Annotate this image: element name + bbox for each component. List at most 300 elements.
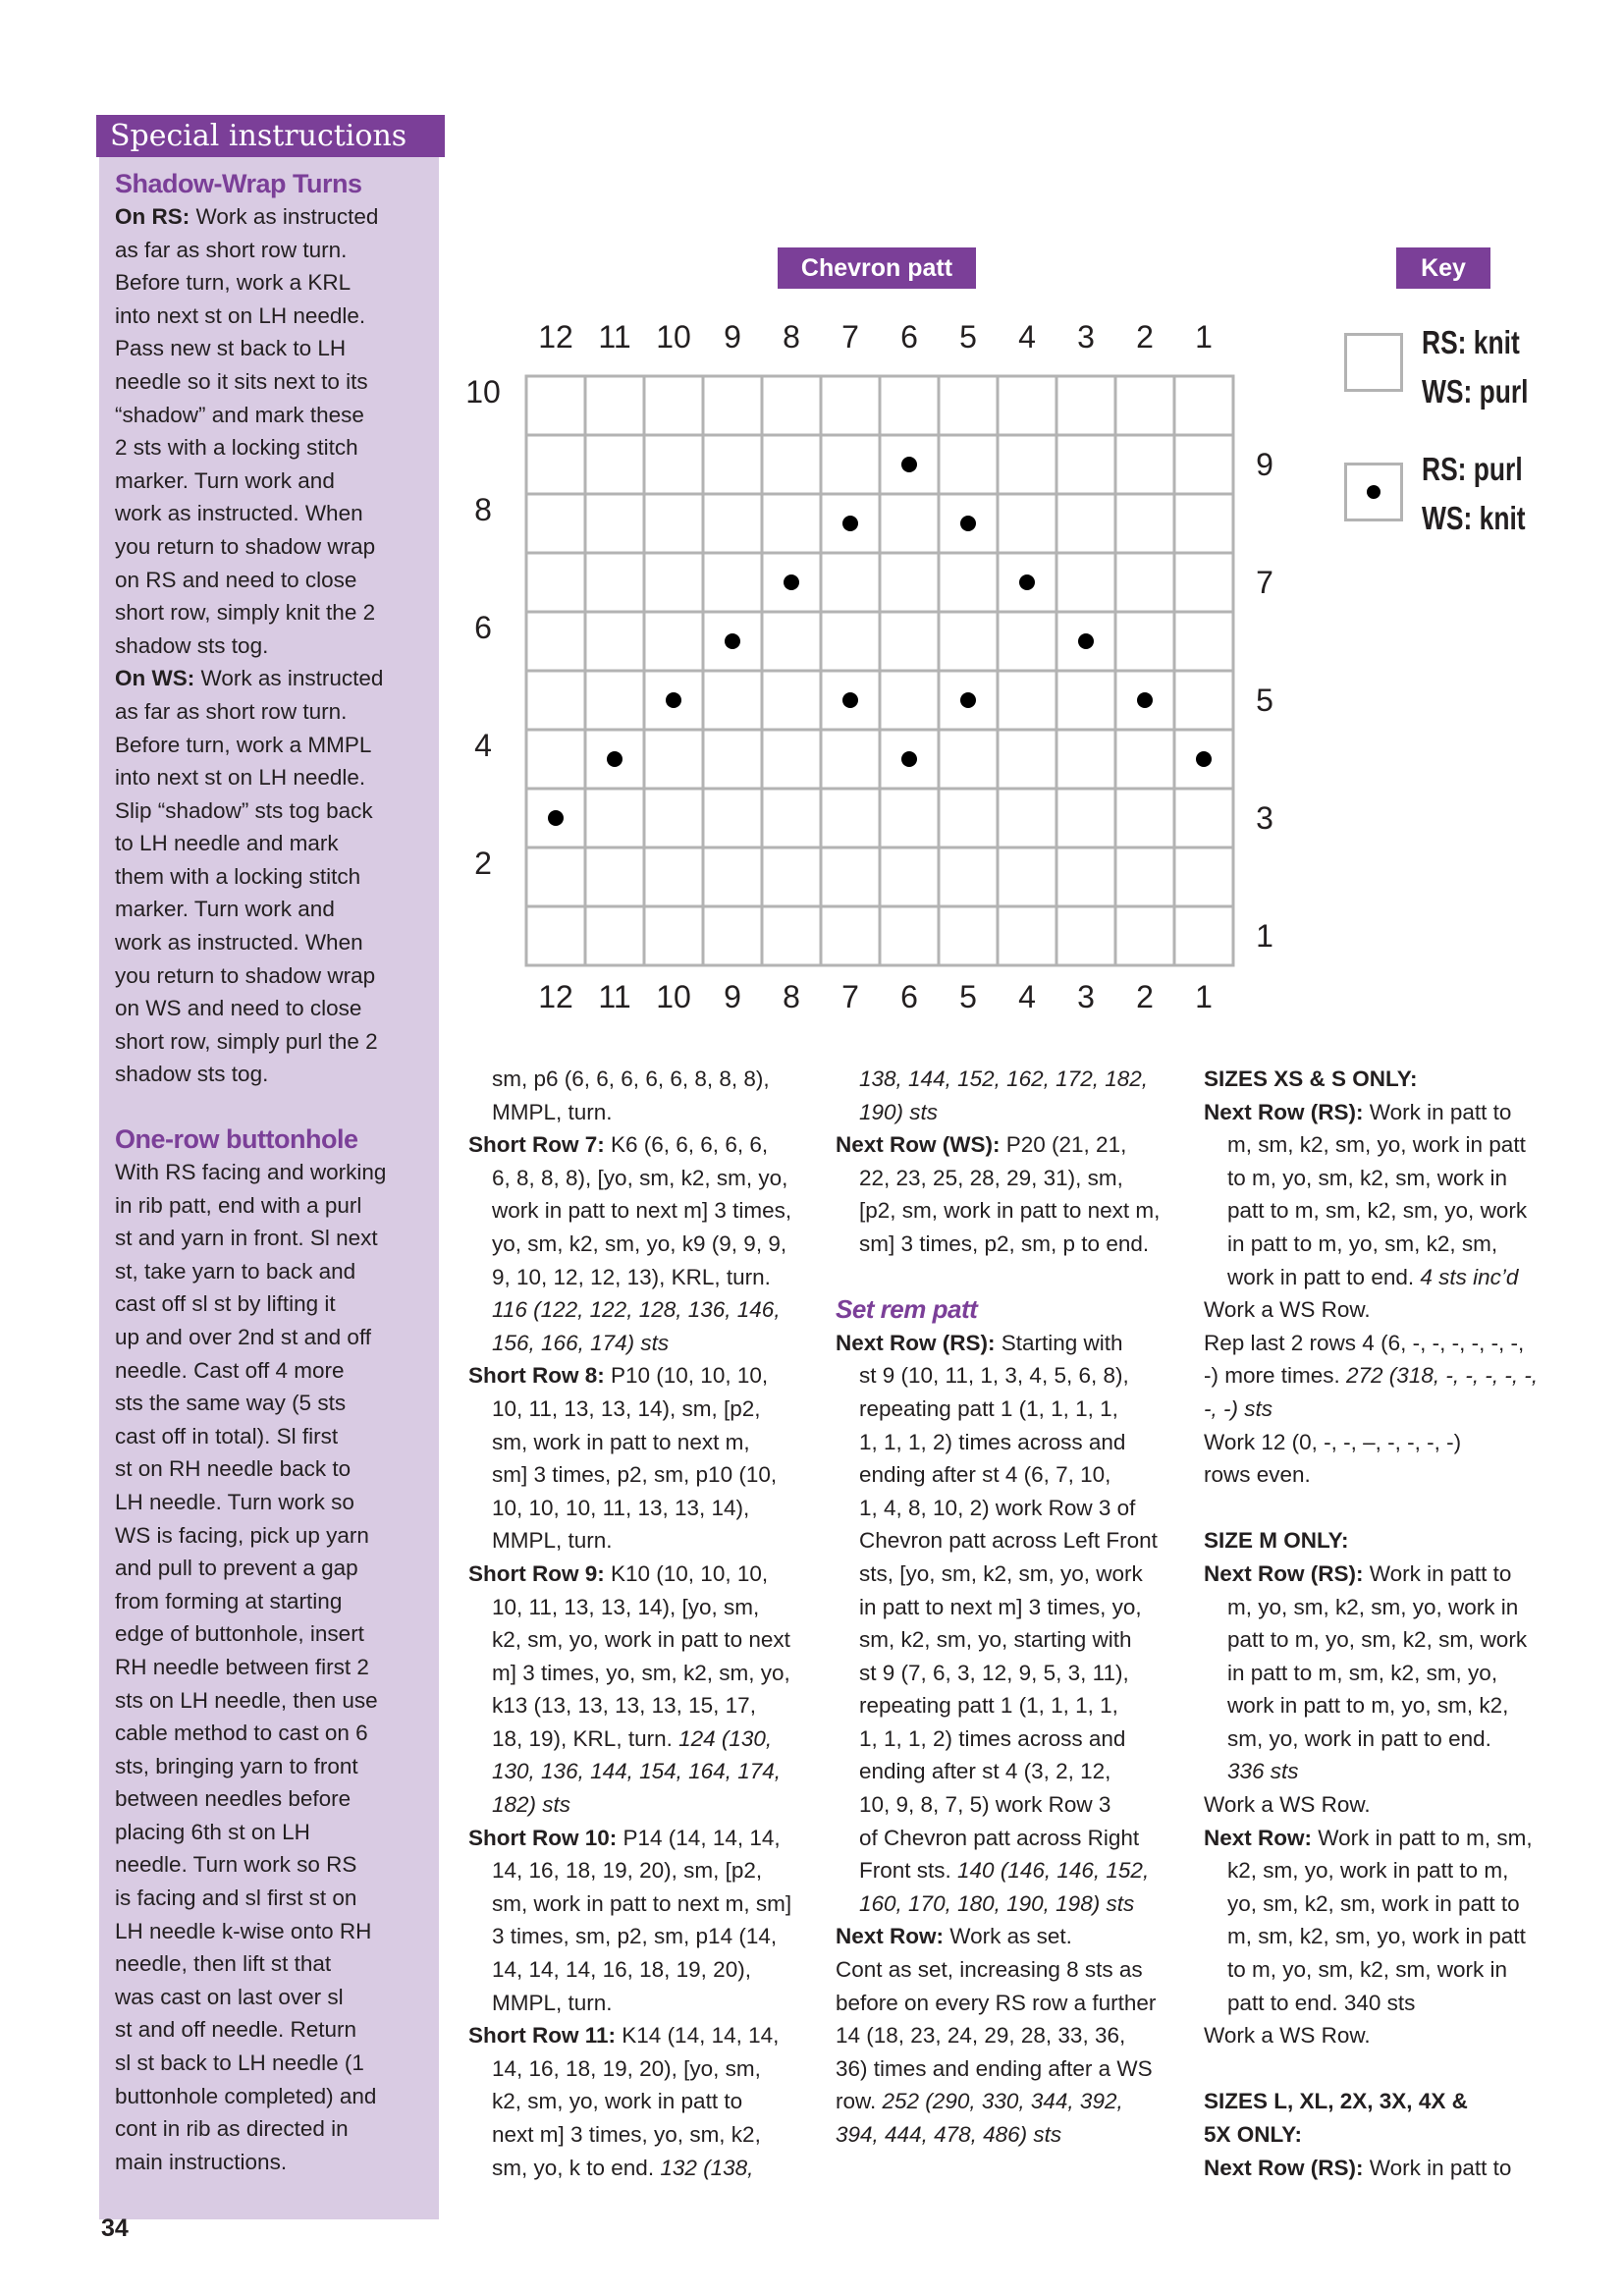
chart-cell (526, 494, 585, 553)
instruction-line (836, 1987, 1189, 2020)
shadow-wrap-text-run: as far as short row turn. (115, 237, 348, 262)
chart-bottom-stitch-number: 11 (598, 979, 631, 1014)
instruction-line (468, 1920, 822, 1953)
instruction-text: 10, 9, 8, 7, 5) work Row 3 (859, 1792, 1111, 1818)
chart-cell (1174, 494, 1233, 553)
instruction-text: Work 12 (0, -, -, –, -, -, -, -) (1204, 1429, 1462, 1454)
chart-cell (821, 789, 880, 847)
chart-bottom-stitch-number: 9 (724, 979, 741, 1014)
instruction-text: 1, 4, 8, 10, 2) work Row 3 of (859, 1495, 1136, 1520)
buttonhole-line: buttonhole completed) and (115, 2083, 377, 2108)
chart-right-row-number: 7 (1256, 565, 1273, 600)
chart-cell (703, 730, 762, 789)
buttonhole-line: sts, bringing yarn to front (115, 1753, 358, 1778)
instruction-line (468, 1657, 822, 1690)
instruction-line (1204, 1887, 1577, 1921)
chart-cell (880, 376, 939, 435)
instruction-line (468, 1854, 822, 1887)
stitch-count: 156, 166, 174) sts (492, 1330, 670, 1355)
instruction-text: 18, 19), KRL, turn. (492, 1725, 673, 1751)
instruction-text: 14 (18, 23, 24, 29, 28, 33, 36, (836, 2023, 1126, 2049)
chart-cell (762, 789, 821, 847)
instruction-text: m, yo, sm, k2, sm, yo, work in (1227, 1594, 1519, 1619)
chart-cell (1115, 494, 1174, 553)
chart-left-row-number: 10 (465, 374, 501, 410)
chart-cell (939, 376, 998, 435)
instruction-label: Short Row 8: (468, 1363, 605, 1389)
instruction-line (836, 1755, 1189, 1788)
purl-stitch-dot (960, 692, 976, 708)
shadow-wrap-label: On RS: (115, 204, 190, 229)
purl-stitch-dot (901, 457, 917, 472)
instruction-line (468, 1987, 822, 2020)
instruction-line (836, 1788, 1189, 1822)
knit-key-swatch (1344, 333, 1403, 392)
chart-cell (1174, 789, 1233, 847)
chart-cell (1115, 553, 1174, 612)
chart-cell (644, 612, 703, 671)
chart-cell (1174, 376, 1233, 435)
buttonhole-line: LH needle k-wise onto RH (115, 1918, 372, 1943)
chart-cell (939, 847, 998, 906)
chart-cell (880, 789, 939, 847)
instruction-text: Work in patt to (1363, 1560, 1512, 1586)
chart-cell (703, 494, 762, 553)
instruction-label: Short Row 10: (468, 1825, 618, 1850)
instruction-text: 14, 16, 18, 19, 20), [yo, sm, (492, 2055, 761, 2081)
instruction-text: 6, 8, 8, 8), [yo, sm, k2, sm, yo, (492, 1165, 788, 1190)
purl-stitch-dot (784, 574, 799, 590)
instruction-line (1204, 1689, 1577, 1722)
shadow-wrap-text-run: on RS and need to close (115, 567, 357, 592)
chart-top-stitch-number: 9 (724, 319, 741, 355)
stitch-count: 336 sts (1227, 1759, 1299, 1784)
chart-bottom-stitch-number: 5 (959, 979, 977, 1014)
chart-cell (939, 553, 998, 612)
chart-cell (762, 494, 821, 553)
chart-cell (880, 612, 939, 671)
shadow-wrap-text-run: shadow sts tog. (115, 1062, 269, 1087)
chart-cell (998, 789, 1056, 847)
instruction-line (468, 1426, 822, 1459)
chart-cell (644, 494, 703, 553)
instruction-line (1204, 1920, 1577, 1953)
instruction-text: 10, 11, 13, 13, 14), [yo, sm, (492, 1594, 760, 1619)
chart-cell (939, 906, 998, 965)
chart-cell (998, 730, 1056, 789)
chart-bottom-stitch-number: 10 (656, 979, 691, 1014)
instruction-label: 5X ONLY: (1204, 2122, 1303, 2147)
instruction-text: Starting with (995, 1330, 1123, 1355)
chart-left-row-number: 8 (474, 492, 492, 527)
instruction-line (1204, 1822, 1577, 1855)
instruction-line (1204, 1591, 1577, 1624)
instruction-line (836, 1458, 1189, 1492)
key-title: Key (1396, 247, 1490, 289)
key-knit-ws: WS: purl (1422, 373, 1529, 410)
instruction-line (468, 1293, 822, 1327)
instruction-text: K14 (14, 14, 14, (616, 2023, 780, 2049)
chart-cell (526, 612, 585, 671)
chart-cell (644, 435, 703, 494)
shadow-wrap-text-run: into next st on LH needle. (115, 765, 366, 791)
instruction-line (836, 2085, 1189, 2118)
buttonhole-line: is facing and sl first st on (115, 1886, 357, 1911)
purl-stitch-dot (842, 692, 858, 708)
shadow-wrap-text-run: 2 sts with a locking stitch (115, 435, 358, 461)
buttonhole-line: st and yarn in front. Sl next (115, 1226, 378, 1251)
chart-cell (644, 553, 703, 612)
chart-cell (1174, 906, 1233, 965)
instruction-line (1204, 1492, 1577, 1525)
chart-bottom-stitch-number: 6 (900, 979, 918, 1014)
instruction-text: sm, work in patt to next m, (492, 1429, 750, 1454)
chart-cell (585, 671, 644, 730)
instruction-line (1204, 2019, 1577, 2052)
stitch-count: 132 (138, (654, 2155, 754, 2180)
instruction-text: 10, 11, 13, 13, 14), sm, [p2, (492, 1395, 761, 1421)
chart-bottom-stitch-number: 3 (1077, 979, 1095, 1014)
buttonhole-title: One-row buttonhole (115, 1124, 358, 1154)
chart-cell (703, 847, 762, 906)
purl-stitch-dot (1019, 574, 1035, 590)
shadow-wrap-text-run: work as instructed. When (115, 501, 363, 526)
purl-stitch-dot (607, 751, 623, 767)
instruction-text: Work in patt to m, sm, (1312, 1825, 1533, 1850)
shadow-wrap-text-run: short row, simply knit the 2 (115, 600, 376, 626)
chart-cell (703, 435, 762, 494)
instruction-text: ending after st 4 (3, 2, 12, (859, 1759, 1111, 1784)
instruction-line (1204, 1458, 1577, 1492)
buttonhole-line: cast off sl st by lifting it (115, 1291, 336, 1317)
special-instructions-header: Special instructions (96, 115, 445, 157)
buttonhole-line: main instructions. (115, 2149, 288, 2174)
chart-cell (1115, 612, 1174, 671)
buttonhole-line: cast off in total). Sl first (115, 1423, 339, 1449)
buttonhole-line: st on RH needle back to (115, 1456, 352, 1482)
chart-cell (821, 435, 880, 494)
instruction-line (1204, 1657, 1577, 1690)
stitch-count: 252 (290, 330, 344, 392, (876, 2089, 1123, 2114)
instruction-line (836, 1128, 1189, 1162)
key-purl-rs: RS: purl (1422, 451, 1523, 487)
chart-cell (703, 376, 762, 435)
instruction-line (1204, 2085, 1577, 2118)
buttonhole-line: LH needle. Turn work so (115, 1489, 354, 1514)
instruction-line (836, 2019, 1189, 2052)
chart-cell (703, 906, 762, 965)
instruction-text: patt to end. 340 sts (1227, 1990, 1416, 2015)
instruction-line (836, 1689, 1189, 1722)
chart-top-stitch-number: 7 (841, 319, 859, 355)
chart-bottom-stitch-number: 12 (538, 979, 573, 1014)
instruction-line (468, 1722, 822, 1756)
instruction-text: of Chevron patt across Right (859, 1825, 1140, 1850)
stitch-count: 140 (146, 146, 152, (950, 1858, 1150, 1884)
instruction-line (468, 2118, 822, 2152)
instruction-line (1204, 1623, 1577, 1657)
instruction-text: Work a WS Row. (1204, 1297, 1371, 1323)
chart-cell (585, 376, 644, 435)
buttonhole-line: in rib patt, end with a purl (115, 1192, 362, 1218)
buttonhole-line: placing 6th st on LH (115, 1819, 310, 1844)
chart-cell (821, 612, 880, 671)
buttonhole-line: edge of buttonhole, insert (115, 1621, 364, 1647)
chart-top-stitch-number: 4 (1018, 319, 1036, 355)
instruction-text: m, sm, k2, sm, yo, work in patt (1227, 1924, 1526, 1949)
instruction-text: rows even. (1204, 1462, 1311, 1488)
buttonhole-line: from forming at starting (115, 1588, 343, 1613)
chart-cell (939, 789, 998, 847)
chart-title: Chevron patt (778, 247, 976, 289)
instruction-text: sm, yo, k to end. (492, 2155, 655, 2180)
chart-cell (703, 671, 762, 730)
instruction-text: 10, 10, 10, 11, 13, 13, 14), (492, 1495, 750, 1520)
stitch-count: 124 (130, (672, 1725, 773, 1751)
chart-cell (998, 376, 1056, 435)
chart-top-stitch-number: 10 (656, 319, 691, 355)
instruction-line (836, 2052, 1189, 2086)
purl-stitch-dot (1137, 692, 1153, 708)
shadow-wrap-text-run: Work as instructed (194, 666, 384, 691)
chart-cell (1056, 553, 1115, 612)
chart-cell (762, 612, 821, 671)
instruction-text: K10 (10, 10, 10, (604, 1560, 769, 1586)
instruction-line (836, 1162, 1189, 1195)
instruction-line (468, 1591, 822, 1624)
chart-cell (585, 789, 644, 847)
chart-right-row-number: 1 (1256, 918, 1273, 954)
chart-top-stitch-number: 8 (783, 319, 800, 355)
stitch-count: 138, 144, 152, 162, 172, 182, (859, 1066, 1149, 1091)
purl-stitch-dot (1196, 751, 1212, 767)
chart-cell (762, 435, 821, 494)
chart-left-row-number: 6 (474, 610, 492, 645)
instruction-text: 36) times and ending after a WS (836, 2055, 1153, 2081)
buttonhole-line: and pull to prevent a gap (115, 1556, 358, 1581)
instruction-line (836, 1591, 1189, 1624)
instruction-label: SIZE M ONLY: (1204, 1528, 1349, 1554)
chart-cell (1174, 671, 1233, 730)
instruction-text: before on every RS row a further (836, 1990, 1157, 2015)
instruction-text: MMPL, turn. (492, 1099, 613, 1124)
buttonhole-line: With RS facing and working (115, 1160, 387, 1184)
chart-cell (1174, 435, 1233, 494)
instruction-text: P20 (21, 21, (1000, 1132, 1127, 1158)
instruction-line (468, 1458, 822, 1492)
instruction-line (468, 1558, 822, 1591)
shadow-wrap-text-run: marker. Turn work and (115, 897, 335, 922)
instruction-line (468, 1623, 822, 1657)
buttonhole-line: needle. Cast off 4 more (115, 1357, 345, 1383)
instruction-line (1204, 1558, 1577, 1591)
chart-cell (1115, 730, 1174, 789)
chart-cell (1174, 612, 1233, 671)
instruction-text: next m] 3 times, yo, sm, k2, (492, 2122, 761, 2147)
instruction-text: k2, sm, yo, work in patt to (492, 2089, 743, 2114)
purl-stitch-dot (666, 692, 681, 708)
chart-cell (1174, 553, 1233, 612)
chart-top-stitch-number: 11 (598, 319, 631, 355)
purl-stitch-dot (548, 810, 564, 826)
chart-cell (821, 847, 880, 906)
instruction-text: ending after st 4 (6, 7, 10, (859, 1462, 1111, 1488)
chart-cell (526, 730, 585, 789)
instruction-line (1204, 2152, 1577, 2185)
instruction-line (1204, 1953, 1577, 1987)
shadow-wrap-text-run: “shadow” and mark these (115, 402, 364, 427)
chart-cell (821, 906, 880, 965)
chart-cell (880, 847, 939, 906)
instruction-text: 22, 23, 25, 28, 29, 31), sm, (859, 1165, 1123, 1190)
instruction-line (836, 1359, 1189, 1393)
buttonhole-line: st, take yarn to back and (115, 1258, 356, 1284)
instruction-line (836, 1558, 1189, 1591)
stitch-count: 116 (122, 122, 128, 136, 146, (492, 1297, 781, 1323)
instruction-text: to m, yo, sm, k2, sm, work in (1227, 1957, 1508, 1983)
chart-cell (1115, 847, 1174, 906)
chart-bottom-stitch-number: 2 (1136, 979, 1154, 1014)
chart-cell (821, 553, 880, 612)
instruction-text: Work as set. (944, 1924, 1072, 1949)
instruction-text: 1, 1, 1, 2) times across and (859, 1429, 1126, 1454)
instruction-label: Next Row (RS): (836, 1330, 996, 1355)
chart-cell (644, 906, 703, 965)
instruction-text: in patt to next m] 3 times, yo, (859, 1594, 1142, 1619)
instruction-line (468, 2085, 822, 2118)
buttonhole-line: needle, then lift st that (115, 1951, 332, 1977)
instruction-line (468, 1194, 822, 1228)
instruction-line (836, 1063, 1189, 1096)
instruction-label: Next Row: (1204, 1825, 1313, 1850)
buttonhole-line: cont in rib as directed in (115, 2116, 349, 2142)
chart-cell (880, 906, 939, 965)
instruction-text: Rep last 2 rows 4 (6, -, -, -, -, -, -, (1204, 1330, 1525, 1355)
instruction-text: k2, sm, yo, work in patt to m, (1227, 1858, 1509, 1884)
instruction-line (468, 1755, 822, 1788)
shadow-wrap-text-run: work as instructed. When (115, 930, 363, 956)
chart-grid (0, 0, 1624, 1080)
instruction-line (468, 1492, 822, 1525)
stitch-count: 4 sts inc’d (1414, 1264, 1519, 1289)
shadow-wrap-text-run: Slip “shadow” sts tog back (115, 797, 373, 823)
shadow-wrap-text-run: Work as instructed (189, 204, 379, 229)
instruction-label: Next Row: (836, 1924, 945, 1949)
shadow-wrap-text-run: you return to shadow wrap (115, 533, 376, 559)
instruction-text: P14 (14, 14, 14, (617, 1825, 781, 1850)
instruction-line (1204, 1327, 1577, 1360)
instruction-line (1204, 1524, 1577, 1558)
chart-cell (526, 435, 585, 494)
instruction-text: sm] 3 times, p2, sm, p10 (10, (492, 1462, 778, 1488)
shadow-wrap-text-run: Before turn, work a KRL (115, 270, 352, 296)
instruction-line (468, 1689, 822, 1722)
instruction-line (1204, 1096, 1577, 1129)
instruction-line (1204, 1293, 1577, 1327)
instruction-line (468, 1359, 822, 1393)
chart-cell (762, 671, 821, 730)
instruction-line (836, 1920, 1189, 1953)
instruction-label: Next Row (RS): (1204, 1560, 1364, 1586)
chart-cell (821, 376, 880, 435)
instruction-text: k2, sm, yo, work in patt to next (492, 1627, 790, 1653)
chart-cell (585, 906, 644, 965)
buttonhole-text (115, 1156, 429, 2178)
instruction-text: in patt to m, yo, sm, k2, sm, (1227, 1230, 1498, 1256)
instruction-text: P10 (10, 10, 10, (604, 1363, 769, 1389)
instructions-column-2 (836, 1063, 1189, 2152)
chart-cell (526, 671, 585, 730)
instruction-line (836, 1261, 1189, 1294)
buttonhole-line: needle. Turn work so RS (115, 1852, 357, 1878)
shadow-wrap-text-run: to LH needle and mark (115, 831, 339, 856)
instruction-line (836, 1194, 1189, 1228)
instruction-line (1204, 1987, 1577, 2020)
instruction-text: st 9 (10, 11, 1, 3, 4, 5, 6, 8), (859, 1363, 1129, 1389)
shadow-wrap-text-run: them with a locking stitch (115, 863, 361, 889)
instruction-line (468, 1524, 822, 1558)
instruction-label: Short Row 9: (468, 1560, 605, 1586)
instruction-label: Next Row (RS): (1204, 2155, 1364, 2180)
instruction-line (1204, 1359, 1577, 1393)
instruction-text: sm, p6 (6, 6, 6, 6, 6, 8, 8, 8), (492, 1066, 770, 1091)
instruction-line (836, 1822, 1189, 1855)
instruction-text: m, sm, k2, sm, yo, work in patt (1227, 1132, 1526, 1158)
instruction-text: Front sts. (859, 1858, 951, 1884)
instruction-line (836, 1524, 1189, 1558)
instruction-text: K6 (6, 6, 6, 6, 6, (604, 1132, 769, 1158)
instruction-line (836, 1854, 1189, 1887)
chart-cell (998, 671, 1056, 730)
shadow-wrap-text-run: you return to shadow wrap (115, 962, 376, 988)
chart-cell (821, 730, 880, 789)
buttonhole-line: st and off needle. Return (115, 2017, 357, 2043)
stitch-count: 160, 170, 180, 190, 198) sts (859, 1890, 1135, 1916)
instruction-text: work in patt to end. (1227, 1264, 1415, 1289)
instruction-line (468, 2019, 822, 2052)
shadow-wrap-text-run: needle so it sits next to its (115, 368, 368, 394)
chart-cell (998, 435, 1056, 494)
buttonhole-line: WS is facing, pick up yarn (115, 1522, 369, 1548)
instruction-text: sm, work in patt to next m, sm] (492, 1890, 792, 1916)
shadow-wrap-text-run: into next st on LH needle. (115, 302, 366, 328)
instruction-line (468, 1162, 822, 1195)
buttonhole-line: sts on LH needle, then use (115, 1687, 378, 1713)
instruction-line (1204, 1261, 1577, 1294)
chart-cell (880, 671, 939, 730)
chart-cell (1115, 435, 1174, 494)
instruction-line (836, 1228, 1189, 1261)
instruction-line (468, 1788, 822, 1822)
chart-cell (1056, 906, 1115, 965)
instruction-line (468, 1822, 822, 1855)
shadow-wrap-label: On WS: (115, 666, 195, 691)
chart-cell (1115, 789, 1174, 847)
buttonhole-line: sl st back to LH needle (1 (115, 2050, 364, 2076)
instruction-label: Next Row (WS): (836, 1132, 1001, 1158)
chart-bottom-stitch-number: 8 (783, 979, 800, 1014)
shadow-wrap-text-run: short row, simply purl the 2 (115, 1028, 378, 1054)
instruction-line (836, 1657, 1189, 1690)
instruction-text: 14, 14, 14, 16, 18, 19, 20), (492, 1957, 751, 1983)
buttonhole-line: between needles before (115, 1786, 352, 1812)
purl-stitch-dot (1078, 633, 1094, 649)
instruction-text: 14, 16, 18, 19, 20), sm, [p2, (492, 1858, 763, 1884)
instruction-text: in patt to m, sm, k2, sm, yo, (1227, 1660, 1498, 1685)
chart-right-row-number: 5 (1256, 683, 1273, 718)
instruction-line (1204, 1194, 1577, 1228)
stitch-count: -, -) sts (1204, 1395, 1272, 1421)
